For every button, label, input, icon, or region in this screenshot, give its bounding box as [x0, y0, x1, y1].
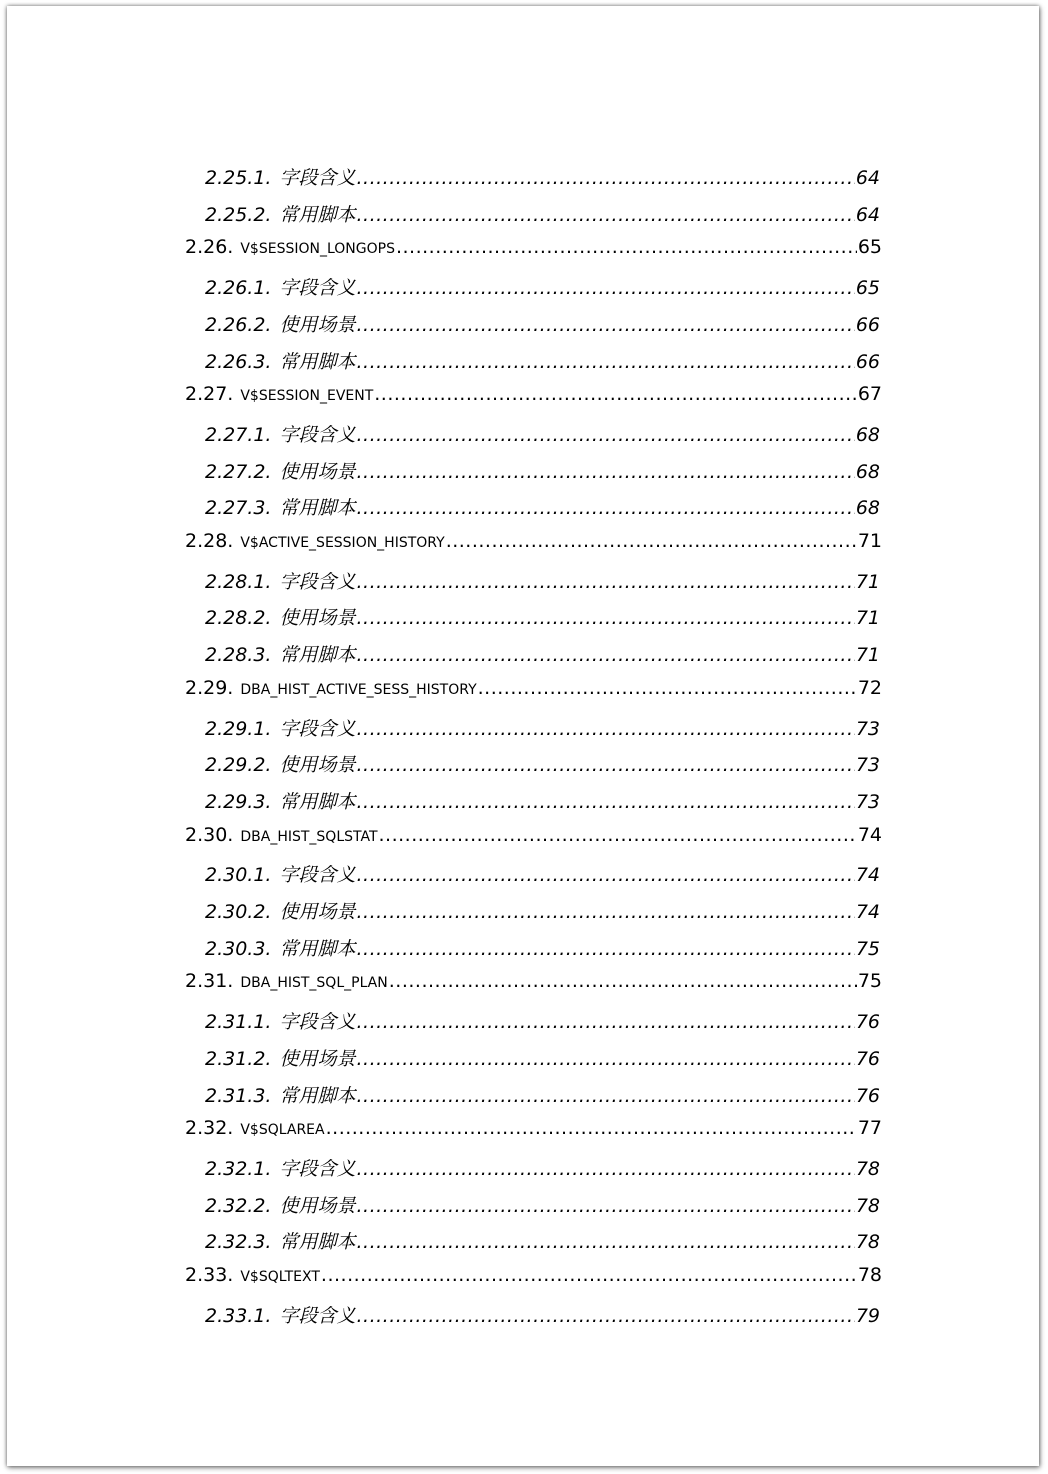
toc-entry-page-number: 66 — [855, 350, 880, 373]
toc-dot-leader — [357, 754, 855, 776]
toc-entry-title: 字段含义 — [279, 277, 356, 300]
toc-dot-leader — [357, 1085, 855, 1107]
toc-dot-leader — [357, 461, 855, 483]
toc-entry[interactable] — [205, 347, 880, 383]
toc-entry[interactable] — [185, 530, 882, 566]
toc-entry-title: 使用场景 — [279, 754, 356, 777]
toc-entry-page-number: 73 — [855, 790, 880, 813]
toc-entry-page-number: 75 — [857, 970, 882, 993]
toc-entry[interactable] — [205, 603, 880, 639]
toc-entry-page-number: 71 — [855, 644, 880, 667]
toc-entry-number: 2.25.2. — [205, 203, 272, 226]
toc-dot-leader — [357, 1048, 855, 1070]
toc-entry-title: V$SQLAREA — [240, 1122, 325, 1139]
toc-entry-title: 字段含义 — [279, 1157, 356, 1180]
toc-entry-page-number: 68 — [855, 423, 880, 446]
toc-dot-leader — [379, 824, 857, 846]
toc-dot-leader — [357, 644, 855, 666]
toc-entry[interactable] — [205, 420, 880, 456]
toc-entry-page-number: 78 — [857, 1264, 882, 1286]
toc-entry-title: 字段含义 — [279, 1304, 356, 1327]
toc-entry-number: 2.31.3. — [205, 1084, 272, 1107]
toc-entry-title: 常用脚本 — [279, 644, 356, 667]
toc-entry-number: 2.31.2. — [205, 1047, 272, 1070]
toc-entry-page-number: 65 — [855, 277, 880, 300]
toc-entry[interactable] — [205, 163, 880, 199]
toc-dot-leader — [374, 383, 857, 405]
toc-entry-title: 字段含义 — [279, 1011, 356, 1034]
toc-entry[interactable] — [205, 567, 880, 603]
toc-dot-leader — [357, 1231, 855, 1253]
toc-entry-number: 2.25.1. — [205, 167, 272, 189]
toc-entry-title: 使用场景 — [279, 313, 356, 336]
toc-entry-page-number: 76 — [855, 1047, 880, 1070]
toc-entry-page-number: 71 — [855, 607, 880, 630]
toc-entry-number: 2.31. — [185, 970, 234, 993]
toc-dot-leader — [357, 1195, 855, 1217]
toc-entry-title: 常用脚本 — [279, 790, 356, 813]
toc-entry-number: 2.27.3. — [205, 497, 272, 520]
toc-entry-number: 2.26.2. — [205, 313, 272, 336]
toc-entry[interactable] — [205, 1301, 880, 1337]
toc-dot-leader — [396, 236, 857, 258]
toc-dot-leader — [326, 1117, 857, 1139]
toc-entry-page-number: 75 — [855, 937, 880, 960]
toc-entry-number: 2.30.2. — [205, 901, 272, 923]
toc-entry-page-number: 71 — [857, 530, 882, 552]
toc-entry-title: 常用脚本 — [279, 203, 356, 226]
toc-entry-number: 2.27.1. — [205, 423, 272, 446]
toc-entry[interactable] — [205, 200, 880, 236]
toc-entry-number: 2.29.3. — [205, 790, 272, 813]
toc-entry-page-number: 73 — [855, 754, 880, 777]
toc-entry-page-number: 78 — [855, 1194, 880, 1217]
toc-entry-title: 字段含义 — [279, 717, 356, 740]
toc-entry-title: 使用场景 — [279, 1194, 356, 1217]
toc-entry-title: DBA_HIST_SQLSTAT — [240, 828, 378, 845]
toc-entry-number: 2.33. — [185, 1264, 234, 1286]
toc-entry-number: 2.32. — [185, 1117, 234, 1140]
toc-dot-leader — [357, 864, 855, 886]
toc-entry-page-number: 73 — [855, 717, 880, 740]
toc-entry-page-number: 79 — [855, 1304, 880, 1327]
toc-dot-leader — [357, 791, 855, 813]
toc-dot-leader — [357, 204, 855, 226]
toc-entry[interactable] — [185, 236, 882, 272]
toc-entry[interactable] — [205, 750, 880, 786]
toc-dot-leader — [357, 938, 855, 960]
toc-entry-page-number: 68 — [855, 497, 880, 520]
toc-dot-leader — [357, 571, 855, 593]
toc-entry-number: 2.28.1. — [205, 570, 272, 593]
toc-entry-title: 字段含义 — [279, 423, 356, 446]
toc-entry[interactable] — [205, 1007, 880, 1043]
toc-entry[interactable] — [205, 1191, 880, 1227]
toc-entry-page-number: 78 — [855, 1231, 880, 1254]
toc-entry-page-number: 64 — [855, 203, 880, 226]
toc-entry[interactable] — [205, 787, 880, 823]
toc-entry[interactable] — [185, 677, 882, 713]
toc-entry[interactable] — [185, 824, 882, 860]
toc-entry[interactable] — [205, 714, 880, 750]
toc-dot-leader — [357, 607, 855, 629]
toc-entry-page-number: 78 — [855, 1157, 880, 1180]
toc-entry-number: 2.27. — [185, 383, 234, 406]
toc-entry-number: 2.31.1. — [205, 1011, 272, 1034]
toc-entry-title: 常用脚本 — [279, 937, 356, 960]
toc-entry-number: 2.28.2. — [205, 607, 272, 630]
toc-entry-title: V$SQLTEXT — [240, 1269, 320, 1285]
toc-entry-title: 常用脚本 — [279, 497, 356, 520]
toc-dot-leader — [357, 1158, 855, 1180]
toc-entry-page-number: 74 — [855, 864, 880, 887]
toc-dot-leader — [357, 277, 855, 299]
toc-entry[interactable] — [205, 1044, 880, 1080]
toc-entry-number: 2.29.2. — [205, 754, 272, 777]
toc-dot-leader — [357, 718, 855, 740]
toc-dot-leader — [357, 351, 855, 373]
toc-dot-leader — [357, 901, 855, 923]
toc-entry-page-number: 76 — [855, 1011, 880, 1034]
toc-entry-title: 字段含义 — [279, 570, 356, 593]
toc-entry-number: 2.30. — [185, 823, 234, 846]
toc-entry-number: 2.28.3. — [205, 644, 272, 667]
toc-entry-title: 字段含义 — [279, 864, 356, 887]
toc-dot-leader — [321, 1264, 857, 1286]
toc-entry[interactable] — [205, 1227, 880, 1263]
toc-entry[interactable] — [205, 457, 880, 493]
toc-entry[interactable] — [205, 273, 880, 309]
toc-dot-leader — [389, 970, 857, 992]
toc-entry-page-number: 74 — [855, 901, 880, 923]
toc-entry[interactable] — [185, 970, 882, 1006]
toc-entry-title: DBA_HIST_ACTIVE_SESS_HISTORY — [240, 681, 477, 698]
toc-entry-title: 使用场景 — [279, 460, 356, 483]
toc-entry-page-number: 74 — [857, 823, 882, 846]
toc-entry-number: 2.32.3. — [205, 1231, 272, 1254]
toc-entry-title: 常用脚本 — [279, 1084, 356, 1107]
toc-entry[interactable] — [185, 1117, 882, 1153]
toc-entry-number: 2.29. — [185, 676, 234, 699]
toc-entry-page-number: 66 — [855, 313, 880, 336]
toc-entry-number: 2.26.1. — [205, 277, 272, 300]
toc-entry-title: DBA_HIST_SQL_PLAN — [240, 975, 388, 992]
toc-entry[interactable] — [205, 934, 880, 970]
toc-entry-title: V$SESSION_EVENT — [240, 388, 374, 405]
toc-dot-leader — [357, 424, 855, 446]
toc-entry[interactable] — [205, 897, 880, 933]
toc-dot-leader — [478, 677, 857, 699]
toc-entry-title: 使用场景 — [279, 607, 356, 630]
toc-entry-number: 2.29.1. — [205, 717, 272, 740]
toc-dot-leader — [357, 1011, 855, 1033]
toc-entry[interactable] — [205, 860, 880, 896]
toc-dot-leader — [357, 497, 855, 519]
document-page — [7, 6, 1039, 1466]
toc-entry-title: 常用脚本 — [279, 1231, 356, 1254]
toc-entry-number: 2.28. — [185, 530, 234, 552]
toc-entry-page-number: 68 — [855, 460, 880, 483]
toc-entry-page-number: 65 — [857, 236, 882, 259]
toc-entry-page-number: 64 — [855, 167, 880, 189]
toc-entry-number: 2.30.3. — [205, 937, 272, 960]
toc-entry-number: 2.26.3. — [205, 350, 272, 373]
toc-entry-number: 2.32.1. — [205, 1157, 272, 1180]
toc-entry-page-number: 76 — [855, 1084, 880, 1107]
toc-entry-title: V$SESSION_LONGOPS — [240, 241, 395, 258]
toc-entry[interactable] — [185, 383, 882, 419]
toc-entry-number: 2.27.2. — [205, 460, 272, 483]
toc-entry-number: 2.30.1. — [205, 864, 272, 887]
toc-entry-page-number: 67 — [857, 383, 882, 406]
toc-entry[interactable] — [205, 1154, 880, 1190]
toc-entry-number: 2.26. — [185, 236, 234, 259]
toc-entry-number: 2.32.2. — [205, 1194, 272, 1217]
toc-dot-leader — [357, 314, 855, 336]
toc-entry[interactable] — [185, 1264, 882, 1300]
toc-entry-title: V$ACTIVE_SESSION_HISTORY — [240, 535, 445, 551]
toc-dot-leader — [357, 167, 855, 189]
toc-entry[interactable] — [205, 1081, 880, 1117]
toc-entry-page-number: 71 — [855, 570, 880, 593]
toc-entry-page-number: 72 — [857, 676, 882, 699]
toc-dot-leader — [446, 530, 857, 552]
toc-entry-number: 2.33.1. — [205, 1304, 272, 1327]
toc-entry-title: 常用脚本 — [279, 350, 356, 373]
toc-entry-title: 使用场景 — [279, 1047, 356, 1070]
toc-entry-title: 字段含义 — [279, 167, 356, 189]
toc-entry[interactable] — [205, 640, 880, 676]
toc-dot-leader — [357, 1305, 855, 1327]
toc-entry[interactable] — [205, 493, 880, 529]
toc-entry-title: 使用场景 — [279, 901, 356, 923]
toc-entry-page-number: 77 — [857, 1117, 882, 1140]
toc-entry[interactable] — [205, 310, 880, 346]
